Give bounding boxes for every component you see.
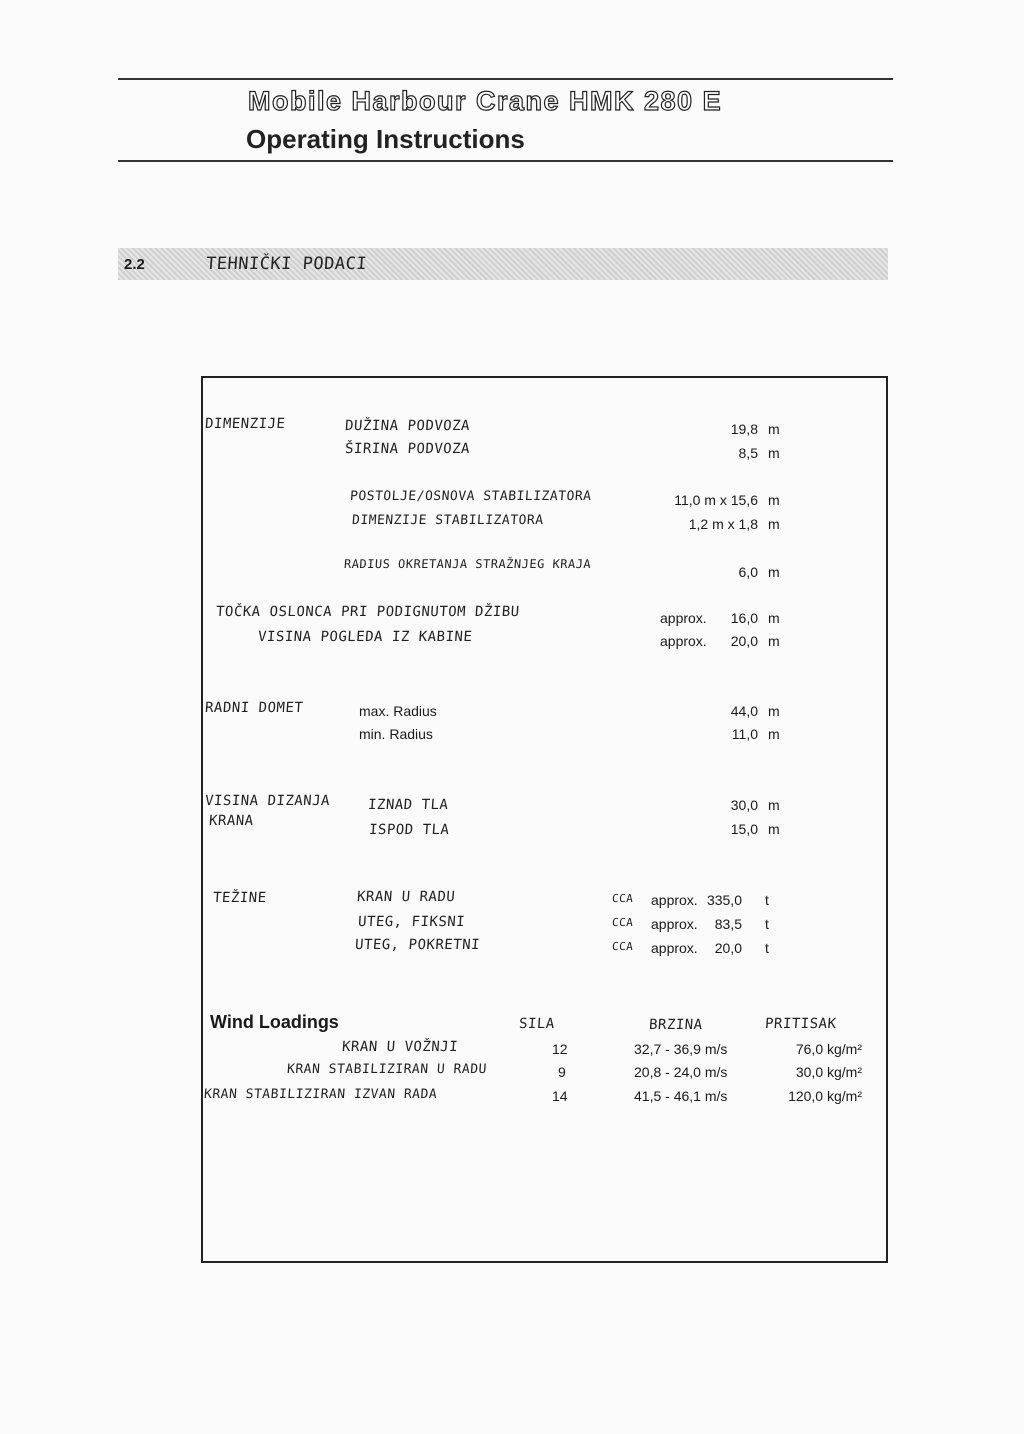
row-value-pivot-point: 16,0	[730, 610, 758, 626]
row-value-movable-counterweight: 20,0	[714, 940, 742, 956]
row-label-tail-radius: RADIUS OKRETANJA STRAŽNJEG KRAJA	[343, 557, 592, 571]
row-value-outrigger-base: 11,0 m x 15,6	[674, 492, 758, 508]
row-prefix-approx: approx.	[651, 892, 698, 908]
row-unit: m	[768, 445, 780, 461]
wind-row-speed: 32,7 - 36,9 m/s	[634, 1041, 728, 1057]
row-unit: m	[768, 492, 780, 508]
row-label-outrigger-base: POSTOLJE/OSNOVA STABILIZATORA	[349, 489, 593, 504]
data-box	[201, 376, 888, 1263]
row-label-fixed-counterweight: UTEG, FIKSNI	[357, 914, 466, 930]
header-title: Mobile Harbour Crane HMK 280 E	[248, 86, 723, 116]
wind-col-force: SILA	[518, 1016, 556, 1032]
header-bottom-rule	[118, 160, 893, 162]
wind-title: Wind Loadings	[210, 1012, 339, 1032]
wind-row-label-driving: KRAN U VOŽNJI	[341, 1039, 459, 1055]
row-label-movable-counterweight: UTEG, POKRETNI	[354, 937, 481, 953]
row-label-pivot-point: TOČKA OSLONCA PRI PODIGNUTOM DŽIBU	[215, 604, 521, 620]
row-label-outrigger-pads: DIMENZIJE STABILIZATORA	[351, 513, 545, 528]
wind-row-force: 9	[558, 1064, 566, 1080]
row-label-above-ground: IZNAD TLA	[367, 797, 449, 813]
row-label-chassis-length: DUŽINA PODVOZA	[344, 418, 471, 434]
row-label-min-radius: min. Radius	[359, 726, 433, 742]
wind-row-speed: 20,8 - 24,0 m/s	[634, 1064, 728, 1080]
row-value-outrigger-pads: 1,2 m x 1,8	[688, 516, 758, 532]
row-unit: m	[768, 726, 780, 742]
group-label-lifting-height-2: KRANA	[208, 813, 255, 829]
row-unit: t	[765, 892, 769, 908]
wind-col-pressure: PRITISAK	[764, 1016, 837, 1032]
row-unit: m	[768, 421, 780, 437]
row-cca: CCA	[611, 892, 634, 905]
header-subtitle: Operating Instructions	[246, 124, 525, 154]
row-unit: t	[765, 916, 769, 932]
section-title-handwritten: TEHNIČKI PODACI	[205, 254, 368, 274]
wind-row-force: 12	[552, 1041, 568, 1057]
wind-row-pressure: 76,0 kg/m²	[795, 1041, 862, 1057]
row-value-max-radius: 44,0	[730, 703, 758, 719]
row-value-cabin-eye-height: 20,0	[730, 633, 758, 649]
wind-col-speed: BRZINA	[648, 1017, 704, 1033]
group-label-working-range: RADNI DOMET	[204, 700, 304, 716]
wind-row-pressure: 120,0 kg/m²	[788, 1088, 862, 1104]
group-label-weights: TEŽINE	[212, 890, 268, 906]
row-label-cabin-eye-height: VISINA POGLEDA IZ KABINE	[257, 629, 473, 645]
row-unit: m	[768, 703, 780, 719]
section-number: 2.2	[124, 256, 145, 273]
row-prefix-approx: approx.	[651, 916, 698, 932]
row-value-below-ground: 15,0	[730, 821, 758, 837]
row-value-chassis-width: 8,5	[738, 445, 758, 461]
group-label-dimensions: DIMENZIJE	[204, 416, 286, 432]
wind-row-force: 14	[552, 1088, 568, 1104]
row-unit: m	[768, 610, 780, 626]
row-label-below-ground: ISPOD TLA	[368, 822, 450, 838]
row-label-chassis-width: ŠIRINA PODVOZA	[344, 441, 471, 457]
row-unit: m	[768, 821, 780, 837]
row-value-crane-operating: 335,0	[706, 892, 742, 908]
row-value-above-ground: 30,0	[730, 797, 758, 813]
row-value-chassis-length: 19,8	[730, 421, 758, 437]
row-cca: CCA	[611, 916, 634, 929]
row-unit: m	[768, 564, 780, 580]
row-cca: CCA	[611, 940, 634, 953]
row-value-tail-radius: 6,0	[738, 564, 758, 580]
row-unit: t	[765, 940, 769, 956]
wind-row-label-stabilized-idle: KRAN STABILIZIRAN IZVAN RADA	[203, 1087, 438, 1102]
group-label-lifting-height: VISINA DIZANJA	[204, 793, 331, 809]
wind-row-label-stabilized-operating: KRAN STABILIZIRAN U RADU	[286, 1062, 488, 1077]
row-prefix-approx: approx.	[660, 633, 707, 649]
row-prefix-approx: approx.	[660, 610, 707, 626]
row-label-crane-operating: KRAN U RADU	[356, 889, 456, 905]
row-unit: m	[768, 633, 780, 649]
header-top-rule	[118, 78, 893, 80]
wind-row-pressure: 30,0 kg/m²	[795, 1064, 862, 1080]
row-value-min-radius: 11,0	[731, 726, 758, 742]
row-prefix-approx: approx.	[651, 940, 698, 956]
row-unit: m	[768, 797, 780, 813]
row-value-fixed-counterweight: 83,5	[714, 916, 742, 932]
wind-row-speed: 41,5 - 46,1 m/s	[634, 1088, 728, 1104]
row-unit: m	[768, 516, 780, 532]
row-label-max-radius: max. Radius	[359, 703, 437, 719]
